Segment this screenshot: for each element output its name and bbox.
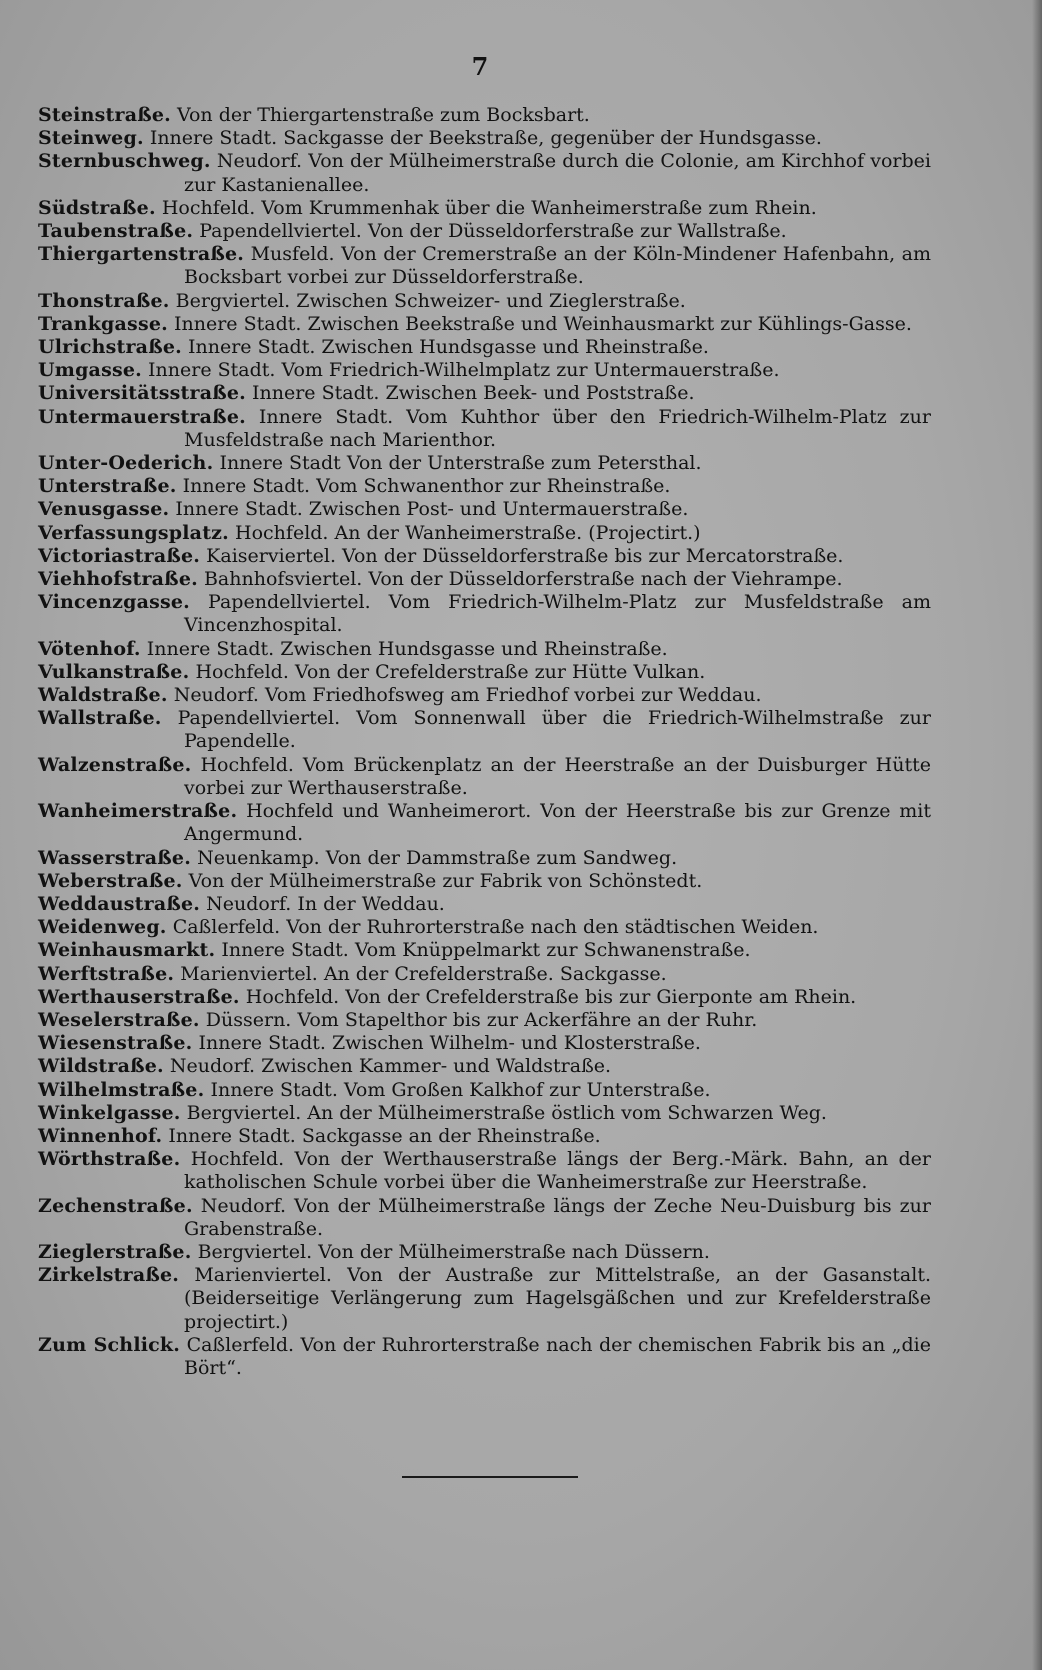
street-description: Hochfeld. An der Wanheimerstraße. (Projectirt.) [235, 521, 701, 544]
street-description: Hochfeld und Wanheimerort. Von der Heerstraße bis zur Grenze mit Angermund. [184, 800, 931, 846]
street-name: Werthauserstraße. [38, 985, 240, 1008]
street-description: Düssern. Vom Stapelthor bis zur Ackerfähre an der Ruhr. [205, 1008, 758, 1031]
street-description: Neudorf. Von der Mülheimerstraße längs der Zeche Neu-Duisburg bis zur Grabenstraße. [184, 1194, 931, 1240]
street-name: Winkelgasse. [38, 1101, 181, 1124]
end-rule-divider [402, 1476, 578, 1478]
street-name: Werftstraße. [38, 962, 175, 985]
street-description: Bergviertel. Zwischen Schweizer- und Zieglerstraße. [175, 289, 686, 312]
directory-entry [38, 1009, 931, 1032]
street-name: Zechenstraße. [38, 1194, 193, 1217]
street-description: Innere Stadt. Zwischen Beekstraße und Weinhausmarkt zur Kühlings-Gasse. [174, 312, 912, 335]
street-description: Innere Stadt. Vom Kuhthor über den Friedrich-Wilhelm-Platz zur Musfeldstraße nach Marienthor. [184, 405, 931, 451]
street-name: Vincenzgasse. [38, 591, 190, 614]
street-description: Neudorf. Von der Mülheimerstraße durch die Colonie, am Kirchhof vorbei zur Kastanienallee. [184, 150, 931, 196]
street-name: Wiesenstraße. [38, 1032, 193, 1055]
street-description: Neudorf. Vom Friedhofsweg am Friedhof vorbei zur Weddau. [173, 684, 762, 707]
street-description: Bergviertel. Von der Mülheimerstraße nach Düssern. [197, 1240, 710, 1263]
street-description: Innere Stadt. Vom Großen Kalkhof zur Unterstraße. [210, 1078, 711, 1101]
street-description: Innere Stadt. Zwischen Wilhelm- und Klosterstraße. [198, 1032, 701, 1055]
directory-entry [38, 870, 931, 893]
street-name: Zieglerstraße. [38, 1240, 192, 1263]
directory-entry [38, 1264, 931, 1334]
directory-entry [38, 986, 931, 1009]
street-name: Unterstraße. [38, 475, 177, 498]
street-name: Vötenhof. [38, 637, 141, 660]
directory-entry [38, 452, 931, 475]
street-name: Weidenweg. [38, 916, 167, 939]
directory-entry [38, 1125, 931, 1148]
street-description: Innere Stadt. Sackgasse an der Rheinstraße. [168, 1124, 601, 1147]
street-description: Innere Stadt Von der Unterstraße zum Petersthal. [219, 452, 702, 475]
street-name: Vulkanstraße. [38, 660, 190, 683]
directory-entry [38, 1334, 931, 1380]
street-description: Innere Stadt. Vom Schwanenthor zur Rheinstraße. [182, 475, 671, 498]
directory-entry [38, 1079, 931, 1102]
directory-entry [38, 290, 931, 313]
directory-entry [38, 359, 931, 382]
street-name: Wörthstraße. [38, 1148, 181, 1171]
directory-entry [38, 847, 931, 870]
street-name: Zirkelstraße. [38, 1264, 180, 1287]
directory-entry [38, 150, 931, 196]
street-name: Ulrichstraße. [38, 336, 182, 359]
street-directory-list [38, 104, 931, 1380]
directory-entry [38, 638, 931, 661]
street-description: Von der Thiergartenstraße zum Bocksbart. [177, 104, 590, 126]
directory-entry [38, 1195, 931, 1241]
street-description: Hochfeld. Von der Crefelderstraße bis zur Gierponte am Rhein. [245, 985, 857, 1008]
directory-entry [38, 1055, 931, 1078]
directory-entry [38, 684, 931, 707]
directory-entry [38, 1148, 931, 1194]
street-description: Innere Stadt. Zwischen Post- und Untermauerstraße. [175, 498, 689, 521]
street-name: Universitätsstraße. [38, 382, 246, 405]
directory-entry [38, 498, 931, 521]
street-name: Wildstraße. [38, 1055, 164, 1078]
directory-entry [38, 406, 931, 452]
street-name: Victoriastraße. [38, 544, 201, 567]
street-name: Weselerstraße. [38, 1008, 200, 1031]
directory-entry [38, 336, 931, 359]
street-name: Weberstraße. [38, 869, 183, 892]
street-description: Innere Stadt. Sackgasse der Beekstraße, gegenüber der Hundsgasse. [149, 127, 822, 150]
street-name: Waldstraße. [38, 684, 168, 707]
street-name: Umgasse. [38, 359, 142, 382]
directory-entry [38, 313, 931, 336]
street-name: Sternbuschweg. [38, 150, 211, 173]
street-name: Zum Schlick. [38, 1333, 181, 1356]
street-name: Thonstraße. [38, 289, 170, 312]
street-description: Marienviertel. Von der Austraße zur Mittelstraße, an der Gasanstalt. (Beiderseitige Verlängerung zum Hagelsgäßchen und zur Krefelderstraße projectirt.) [184, 1264, 931, 1333]
street-name: Thiergartenstraße. [38, 243, 245, 266]
street-description: Innere Stadt. Zwischen Hundsgasse und Rheinstraße. [146, 637, 668, 660]
street-description: Von der Mülheimerstraße zur Fabrik von Schönstedt. [188, 869, 703, 892]
street-description: Caßlerfeld. Von der Ruhrorterstraße nach den städtischen Weiden. [172, 916, 819, 939]
street-name: Südstraße. [38, 196, 156, 219]
directory-entry [38, 893, 931, 916]
street-name: Venusgasse. [38, 498, 170, 521]
street-name: Wallstraße. [38, 707, 162, 730]
street-description: Papendellviertel. Vom Sonnenwall über die Friedrich-Wilhelmstraße zur Papendelle. [177, 707, 931, 753]
directory-entry [38, 382, 931, 405]
street-description: Marienviertel. An der Crefelderstraße. Sackgasse. [180, 962, 667, 985]
directory-entry [38, 800, 931, 846]
street-name: Wasserstraße. [38, 846, 192, 869]
street-description: Bergviertel. An der Mülheimerstraße östlich vom Schwarzen Weg. [186, 1101, 827, 1124]
street-description: Papendellviertel. Von der Düsseldorferstraße zur Wallstraße. [199, 220, 787, 243]
street-description: Musfeld. Von der Cremerstraße an der Köln-Mindener Hafenbahn, am Bocksbart vorbei zur Düsseldorferstraße. [184, 243, 931, 289]
street-description: Kaiserviertel. Von der Düsseldorferstraße bis zur Mercatorstraße. [206, 544, 844, 567]
directory-entry [38, 127, 931, 150]
directory-entry [38, 591, 931, 637]
directory-entry [38, 568, 931, 591]
street-description: Innere Stadt. Vom Knüppelmarkt zur Schwanenstraße. [221, 939, 751, 962]
street-name: Taubenstraße. [38, 220, 194, 243]
directory-entry [38, 475, 931, 498]
directory-entry [38, 1102, 931, 1125]
street-description: Innere Stadt. Zwischen Hundsgasse und Rheinstraße. [187, 336, 709, 359]
directory-entry [38, 916, 931, 939]
street-description: Hochfeld. Vom Krummenhak über die Wanheimerstraße zum Rhein. [161, 196, 817, 219]
page-number: 7 [471, 52, 489, 81]
street-description: Hochfeld. Von der Werthauserstraße längs der Berg.-Märk. Bahn, an der katholischen Schule vorbei über die Wanheimerstraße zur Heerstraße. [184, 1148, 931, 1194]
directory-entry [38, 963, 931, 986]
directory-entry [38, 939, 931, 962]
street-description: Hochfeld. Vom Brückenplatz an der Heerstraße an der Duisburger Hütte vorbei zur Werthauserstraße. [184, 753, 931, 799]
directory-entry [38, 104, 931, 127]
street-name: Untermauerstraße. [38, 405, 246, 428]
directory-entry [38, 522, 931, 545]
street-description: Neudorf. Zwischen Kammer- und Waldstraße. [169, 1055, 612, 1078]
directory-entry [38, 661, 931, 684]
page-edge-shadow [1032, 0, 1042, 1670]
street-name: Steinweg. [38, 127, 144, 150]
street-name: Wanheimerstraße. [38, 800, 238, 823]
street-name: Walzenstraße. [38, 753, 192, 776]
directory-entry [38, 197, 931, 220]
street-name: Unter-Oederich. [38, 452, 214, 475]
street-name: Weddaustraße. [38, 892, 201, 915]
street-name: Steinstraße. [38, 104, 171, 126]
directory-entry [38, 545, 931, 568]
directory-entry [38, 220, 931, 243]
street-description: Papendellviertel. Vom Friedrich-Wilhelm-Platz zur Musfeldstraße am Vincenzhospital. [184, 591, 931, 637]
street-description: Neudorf. In der Weddau. [206, 892, 445, 915]
street-name: Verfassungsplatz. [38, 521, 229, 544]
street-name: Wilhelmstraße. [38, 1078, 205, 1101]
street-description: Bahnhofsviertel. Von der Düsseldorferstraße nach der Viehrampe. [203, 568, 843, 591]
street-description: Hochfeld. Von der Crefelderstraße zur Hütte Vulkan. [195, 660, 706, 683]
street-description: Innere Stadt. Vom Friedrich-Wilhelmplatz zur Untermauerstraße. [148, 359, 780, 382]
street-name: Viehhofstraße. [38, 568, 198, 591]
directory-entry [38, 1032, 931, 1055]
street-name: Weinhausmarkt. [38, 939, 216, 962]
street-name: Trankgasse. [38, 312, 168, 335]
street-description: Innere Stadt. Zwischen Beek- und Poststraße. [252, 382, 695, 405]
directory-entry [38, 243, 931, 289]
directory-entry [38, 707, 931, 753]
street-name: Winnenhof. [38, 1124, 163, 1147]
street-description: Caßlerfeld. Von der Ruhrorterstraße nach der chemischen Fabrik bis an „die Bört“. [184, 1333, 931, 1379]
directory-entry [38, 754, 931, 800]
directory-entry [38, 1241, 931, 1264]
street-description: Neuenkamp. Von der Dammstraße zum Sandweg. [197, 846, 678, 869]
